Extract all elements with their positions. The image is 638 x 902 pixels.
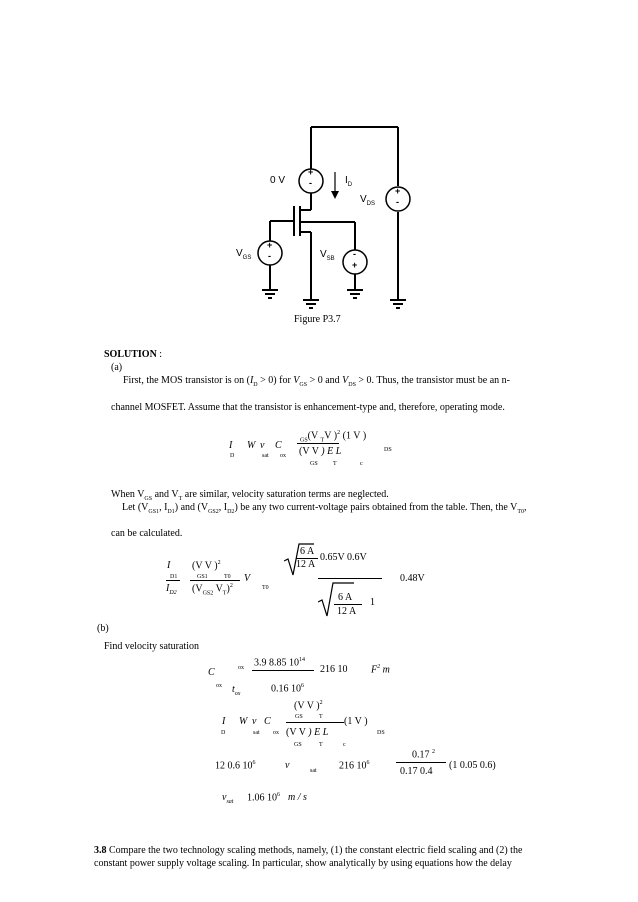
eq4-lhs: I <box>222 716 226 727</box>
plus-sign-vgs: + <box>267 240 273 250</box>
circuit-figure <box>0 0 638 330</box>
eq2-v: V <box>244 573 251 584</box>
eq5-denominator: 0.17 0.4 <box>400 766 433 777</box>
eq2-denominator: ($V_{GS2}$ $V_T)^2$ <box>192 583 233 597</box>
eq2-result: 0.48V <box>400 573 425 584</box>
eq2-frac2-den: 12 A <box>337 606 357 617</box>
eq5-mid: 216 $10^6$ <box>339 760 370 772</box>
eq1-lhs: I <box>229 440 233 451</box>
label-0v: 0 V <box>270 175 286 186</box>
label-id: $I_D$ <box>345 175 353 188</box>
eq1-denominator: (V V ) E L <box>299 446 342 457</box>
ground-source <box>303 300 319 308</box>
eq2-term: 0.65V 0.6V <box>320 552 367 563</box>
eq2-frac2-num: 6 A <box>338 592 353 603</box>
eq1-v-sub: sat <box>262 453 269 459</box>
eq3-fraction-bar <box>252 670 314 671</box>
paragraph-4: Let ($V_{GS1}$, $I_{D1}$) and ($V_{GS2}$, $I_{D2}$) be any two current-voltage pairs obtained from the table. Then, the $V_{T0}$, <box>122 502 527 515</box>
problem-3-8-line1: 3.8 Compare the two technology scaling methods, namely, (1) the constant electric field scaling and (2) the <box>94 845 523 856</box>
eq2-frac2-bar <box>334 604 362 605</box>
eq2-bar-left <box>166 580 180 581</box>
ground-vds <box>390 300 406 308</box>
label-vsb: $V_{SB}$ <box>320 249 335 262</box>
plus-sign-vds: + <box>395 186 401 196</box>
ground-vgs <box>262 290 278 298</box>
eq5-tail: (1 0.05 0.6) <box>449 760 496 771</box>
eq1-w: W <box>247 440 256 451</box>
eq4-tail-sub: DS <box>377 730 385 736</box>
eq2-main-bar <box>318 578 382 579</box>
paragraph-5: can be calculated. <box>111 528 183 539</box>
paragraph-2: channel MOSFET. Assume that the transistor is enhancement-type and, therefore, operating mode. <box>111 402 505 413</box>
eq4-denominator: (V V ) E L <box>286 727 329 738</box>
label-vds: $V_{DS}$ <box>360 194 376 207</box>
eq3-c: C <box>208 667 215 678</box>
label-vgs: $V_{GS}$ <box>236 248 252 261</box>
eq1-den-sub1: GS <box>310 461 318 467</box>
eq3-t: $t_{ox}$ <box>232 684 241 697</box>
eq4-lhs-sub: D <box>221 730 226 736</box>
eq6-v: $v_{sat}$ <box>222 792 234 805</box>
eq2-numerator: (V V )$^2$ <box>192 560 221 572</box>
eq1-den-sub3: c <box>360 461 363 467</box>
eq2-frac1-num: 6 A <box>300 546 315 557</box>
minus-sign-vsb: - <box>353 249 356 259</box>
eq4-num-sub1: GS <box>295 714 303 720</box>
eq5-v-sub: sat <box>310 768 317 774</box>
eq1-den-sub2: T <box>333 461 337 467</box>
eq1-tail-sub: DS <box>384 447 392 453</box>
eq1-v: v <box>260 440 265 451</box>
paragraph-1: First, the MOS transistor is on $(I_D > 0)$ for $V_{GS} > 0$ and $V_{DS} > 0$. Thus, the transistor must be an n- <box>123 375 510 388</box>
eq5-lhs: 12 0.6 $10^6$ <box>215 760 256 772</box>
part-a-label: (a) <box>111 362 123 373</box>
eq4-den-sub2: T <box>319 742 323 748</box>
eq4-w: W <box>239 716 248 727</box>
eq2-frac1-den: 12 A <box>296 559 316 570</box>
eq2-i2: $I_{D2}$ <box>166 583 177 596</box>
plus-sign-vsb: + <box>352 260 358 270</box>
minus-sign-0v: - <box>309 178 312 188</box>
solution-heading: SOLUTION : <box>104 349 163 360</box>
eq4-c-sub: ox <box>273 730 279 736</box>
eq3-c-sub: ox <box>216 683 222 689</box>
id-arrowhead <box>331 191 339 199</box>
eq4-numerator: (V V )$^2$ <box>294 700 323 712</box>
eq2-i1: I <box>167 560 171 571</box>
eq4-num-sub2: T <box>319 714 323 720</box>
ground-vsb <box>347 290 363 298</box>
eq4-tail: (1 V ) <box>344 716 368 727</box>
eq1-fraction-bar <box>297 443 339 444</box>
find-velocity-saturation: Find velocity saturation <box>104 641 199 652</box>
eq2-num-sub2: T0 <box>224 574 231 580</box>
eq4-fraction-bar <box>286 722 344 723</box>
eq6-value: 1.06 $10^6$ <box>247 792 280 804</box>
figure-caption: Figure P3.7 <box>294 314 341 325</box>
eq3-numerator: 3.9 8.85 $10^{14}$ <box>254 657 305 669</box>
minus-sign-vds: - <box>396 197 399 207</box>
eq5-fraction-bar <box>396 762 446 763</box>
eq1-lhs-sub: D <box>230 453 235 459</box>
eq2-one: 1 <box>370 597 375 608</box>
eq2-bar-mid <box>190 580 240 581</box>
eq3-unit: $F^2$ m <box>371 664 390 676</box>
eq1-c-sub: ox <box>280 453 286 459</box>
eq4-c: C <box>264 716 271 727</box>
eq5-v: v <box>285 760 290 771</box>
eq4-den-sub1: GS <box>294 742 302 748</box>
paragraph-3: When $V_{GS}$ and $V_T$ are similar, velocity saturation terms are neglected. <box>111 489 389 502</box>
problem-3-8-line2: constant power supply voltage scaling. In particular, show analytically by using equations how the delay <box>94 858 512 869</box>
eq6-unit: m / s <box>288 792 307 803</box>
part-b-label: (b) <box>97 623 109 634</box>
plus-sign-0v: + <box>308 167 314 177</box>
eq4-v-sub: sat <box>253 730 260 736</box>
eq1-numerator: $_{GS}$(V $_T$V )$^2$ (1 V ) <box>300 430 367 444</box>
eq2-num-sub1: GS1 <box>197 574 208 580</box>
eq1-c: C <box>275 440 282 451</box>
eq3-num-sub: ox <box>238 665 244 671</box>
eq3-denominator: 0.16 $10^6$ <box>271 683 304 695</box>
eq4-v: v <box>252 716 257 727</box>
eq5-numerator: 0.17 $^2$ <box>412 749 435 761</box>
eq4-den-sub3: c <box>343 742 346 748</box>
eq3-rhs: 216 10 <box>320 664 348 675</box>
minus-sign-vgs: - <box>268 251 271 261</box>
eq2-i1-sub: D1 <box>170 574 178 580</box>
eq2-v-sub: T0 <box>262 585 269 591</box>
